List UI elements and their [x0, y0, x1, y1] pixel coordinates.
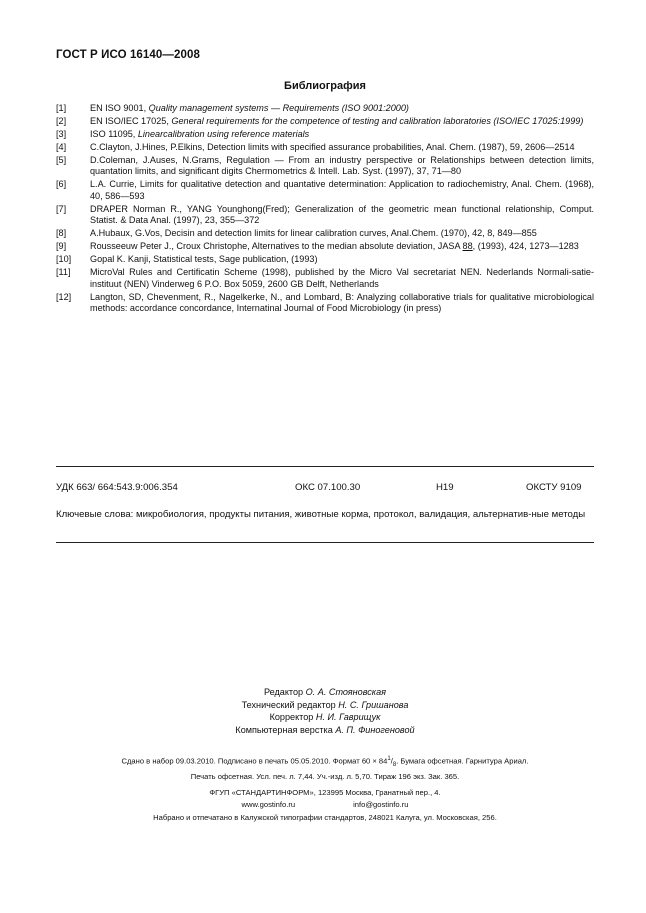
bibliography-entry-number: [11]	[56, 267, 71, 278]
publisher-contacts	[56, 799, 594, 811]
bibliography-entry	[56, 129, 594, 140]
bibliography-entry	[56, 116, 594, 127]
divider-bottom	[56, 542, 594, 543]
bibliography-list	[56, 103, 594, 316]
bibliography-entry-number: [2]	[56, 116, 67, 126]
okstu-code: ОКСТУ 9109	[526, 482, 582, 493]
bibliography-entry	[56, 179, 594, 202]
bibliography-entry	[56, 292, 594, 315]
bibliography-entry-text: D.Coleman, J.Auses, N.Grams, Regulation — From an industry perspective or Relationships between detection limits, quantation limits, and significant digits Chermometrics & Intell. Lab. Syst. (1997), 37, 71—80	[90, 155, 594, 177]
bibliography-entry	[56, 142, 594, 153]
bibliography-entry-text: Gopal K. Kanji, Statistical tests, Sage publication, (1993)	[90, 254, 318, 265]
bibliography-entry	[56, 103, 594, 114]
bibliography-entry-number: [1]	[56, 103, 67, 113]
group-code: H19	[436, 482, 454, 493]
bibliography-entry-text: L.A. Currie, Limits for qualitative detection and quantative determination: Application to radiochemistry, Anal. Chem. (1968), 40, 586—593	[90, 179, 594, 201]
imprint-block	[56, 753, 594, 784]
publisher-block	[56, 787, 594, 824]
bibliography-entry-number: [12]	[56, 291, 72, 302]
keywords: Ключевые слова: микробиология, продукты питания, животные корма, протокол, валидация, альтернатив-ные методы	[56, 509, 586, 520]
bibliography-entry-text: DRAPER Norman R., YANG Younghong(Fred); Generalization of the geometric mean functional relationship, Comput. Statist. & Data Anal. (1997), 23, 355—372	[90, 203, 594, 226]
divider-top	[56, 466, 594, 467]
bibliography-entry	[56, 254, 594, 265]
bibliography-entry-number: [5]	[56, 155, 67, 165]
oks-code: ОКС 07.100.30	[295, 482, 361, 493]
bibliography-title: Библиография	[284, 80, 366, 92]
bibliography-entry-number: [3]	[56, 129, 67, 139]
bibliography-entry-number: [4]	[56, 142, 67, 152]
bibliography-entry-number: [10]	[56, 254, 72, 265]
bibliography-entry-number: [6]	[56, 179, 67, 190]
bibliography-entry-text: C.Clayton, J.Hines, P.Elkins, Detection limits with specified assurance probabilities, Anal. Chem. (1987), 59, 2606—2514	[90, 142, 575, 152]
bibliography-entry	[56, 155, 594, 178]
publisher-address: ФГУП «СТАНДАРТИНФОРМ», 123995 Москва, Гранатный пер., 4.	[209, 788, 441, 797]
bibliography-entry-text: Rousseeuw Peter J., Croux Christophe, Alternatives to the median absolute deviation, JASA 88, (1993), 424, 1273—1283	[90, 241, 579, 252]
credits-block	[160, 686, 490, 736]
bibliography-entry-number: [7]	[56, 203, 67, 214]
printer-info: Набрано и отпечатано в Калужской типографии стандартов, 248021 Калуга, ул. Московская, 256.	[153, 812, 497, 822]
bibliography-entry	[56, 267, 594, 290]
bibliography-entry-text: Langton, SD, Chevenment, R., Nagelkerke, N., and Lombard, B: Analyzing collaborative trials for qualitative microbiological methods: accordance concordance, Internatinal Journal of Food Microbiology (in press)	[90, 291, 594, 314]
bibliography-entry	[56, 228, 594, 239]
imprint-line-2: Печать офсетная. Усл. печ. л. 7,44. Уч.-изд. л. 5,70. Тираж 196 экз. Зак. 365.	[190, 772, 460, 782]
publisher-website[interactable]: www.gostinfo.ru	[241, 800, 296, 810]
bibliography-entry-text: EN ISO/IEC 17025, General requirements for the competence of testing and calibration laboratories (ISO/IEC 17025:1999)	[90, 116, 584, 126]
bibliography-entry-text: ISO 11095, Linearcalibration using reference materials	[90, 129, 310, 139]
credit-layout: Компьютерная верстка А. П. Финогеновой	[235, 724, 415, 735]
bibliography-entry-text: EN ISO 9001, Quality management systems — Requirements (ISO 9001:2000)	[90, 103, 409, 113]
imprint-line-1: Сдано в набор 09.03.2010. Подписано в печать 05.05.2010. Формат $60 \times 84^1/_8$. Бумага офсетная. Гарнитура Ариал.	[121, 756, 529, 769]
bibliography-entry-number: [9]	[56, 241, 67, 252]
bibliography-entry	[56, 204, 594, 227]
bibliography-entry-text: MicroVal Rules and Certificatin Scheme (1998), published by the Micro Val secretariat NEN. Nederlands Normali-satie-instituut (NEN) Vinderweg 6 P.O. Box 5059, 2600 GB Delft, Netherlands	[90, 267, 594, 289]
credit-tech-editor: Технический редактор Н. С. Гришанова	[241, 699, 409, 710]
bibliography-entry	[56, 241, 594, 252]
credit-corrector: Корректор Н. И. Гаврищук	[269, 712, 381, 723]
standard-code: ГОСТ Р ИСО 16140—2008	[56, 49, 201, 61]
credit-editor: Редактор О. А. Стояновская	[263, 687, 387, 697]
publisher-email[interactable]: info@gostinfo.ru	[353, 800, 409, 810]
bibliography-entry-text: A.Hubaux, G.Vos, Decisin and detection limits for linear calibration curves, Anal.Chem. (1970), 42, 8, 849—855	[90, 228, 537, 239]
bibliography-entry-number: [8]	[56, 228, 67, 239]
udk-code: УДК 663/ 664:543.9:006.354	[56, 482, 178, 493]
